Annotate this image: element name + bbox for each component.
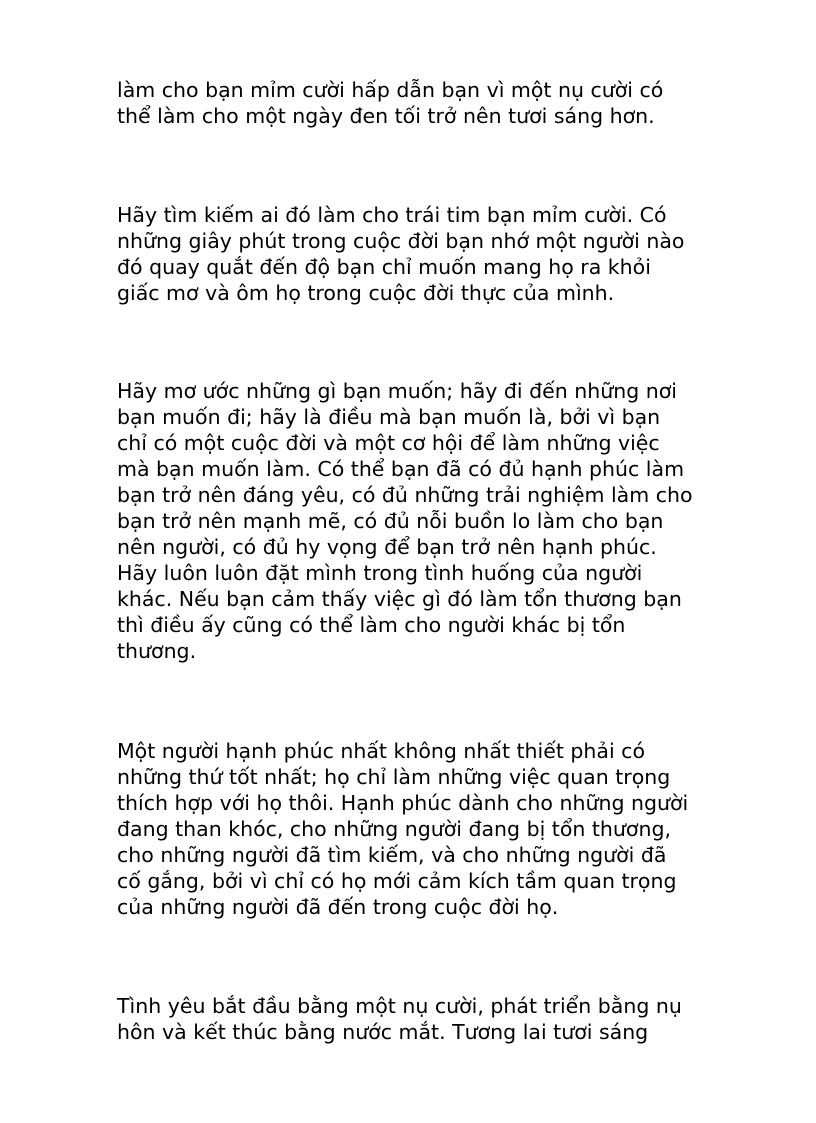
paragraph-3 (117, 378, 757, 664)
paragraph-1 (117, 77, 757, 129)
paragraph-4 (117, 738, 757, 920)
paragraph-line: Hãy tìm kiếm ai đó làm cho trái tim bạn mỉm cười. Có (117, 203, 667, 227)
paragraph-line: bạn trở nên đáng yêu, có đủ những trải nghiệm làm cho (117, 483, 693, 507)
paragraph-line: cố gắng, bởi vì chỉ có họ mới cảm kích tầm quan trọng (117, 869, 677, 893)
paragraph-line: Một người hạnh phúc nhất không nhất thiết phải có (117, 739, 645, 763)
paragraph-line: giấc mơ và ôm họ trong cuộc đời thực của mình. (117, 281, 615, 305)
paragraph-line: cho những người đã tìm kiếm, và cho những người đã (117, 843, 667, 867)
paragraph-line: hôn và kết thúc bằng nước mắt. Tương lai tươi sáng (117, 1020, 649, 1044)
paragraph-2 (117, 202, 757, 306)
paragraph-line: bạn trở nên mạnh mẽ, có đủ nỗi buồn lo làm cho bạn (117, 509, 664, 533)
paragraph-line: Hãy luôn luôn đặt mình trong tình huống của người (117, 561, 643, 585)
paragraph-line: thương. (117, 639, 197, 663)
paragraph-line: thích hợp với họ thôi. Hạnh phúc dành cho những người (117, 791, 689, 815)
paragraph-line: Tình yêu bắt đầu bằng một nụ cười, phát triển bằng nụ (117, 994, 682, 1018)
paragraph-line: của những người đã đến trong cuộc đời họ. (117, 895, 559, 919)
paragraph-line: làm cho bạn mỉm cười hấp dẫn bạn vì một nụ cười có (117, 78, 664, 102)
paragraph-line: mà bạn muốn làm. Có thể bạn đã có đủ hạnh phúc làm (117, 457, 685, 481)
paragraph-line: bạn muốn đi; hãy là điều mà bạn muốn là, bởi vì bạn (117, 405, 661, 429)
paragraph-line: những thứ tốt nhất; họ chỉ làm những việc quan trọng (117, 765, 671, 789)
paragraph-line: thì điều ấy cũng có thể làm cho người khác bị tổn (117, 613, 626, 637)
paragraph-line: đó quay quắt đến độ bạn chỉ muốn mang họ ra khỏi (117, 255, 651, 279)
paragraph-line: nên người, có đủ hy vọng để bạn trở nên hạnh phúc. (117, 535, 657, 559)
paragraph-line: chỉ có một cuộc đời và một cơ hội để làm những việc (117, 431, 660, 455)
paragraph-line: đang than khóc, cho những người đang bị tổn thương, (117, 817, 671, 841)
paragraph-line: khác. Nếu bạn cảm thấy việc gì đó làm tổn thương bạn (117, 587, 682, 611)
paragraph-line: những giây phút trong cuộc đời bạn nhớ một người nào (117, 229, 685, 253)
paragraph-5 (117, 993, 757, 1045)
paragraph-line: thể làm cho một ngày đen tối trở nên tươi sáng hơn. (117, 104, 655, 128)
paragraph-line: Hãy mơ ước những gì bạn muốn; hãy đi đến những nơi (117, 379, 677, 403)
